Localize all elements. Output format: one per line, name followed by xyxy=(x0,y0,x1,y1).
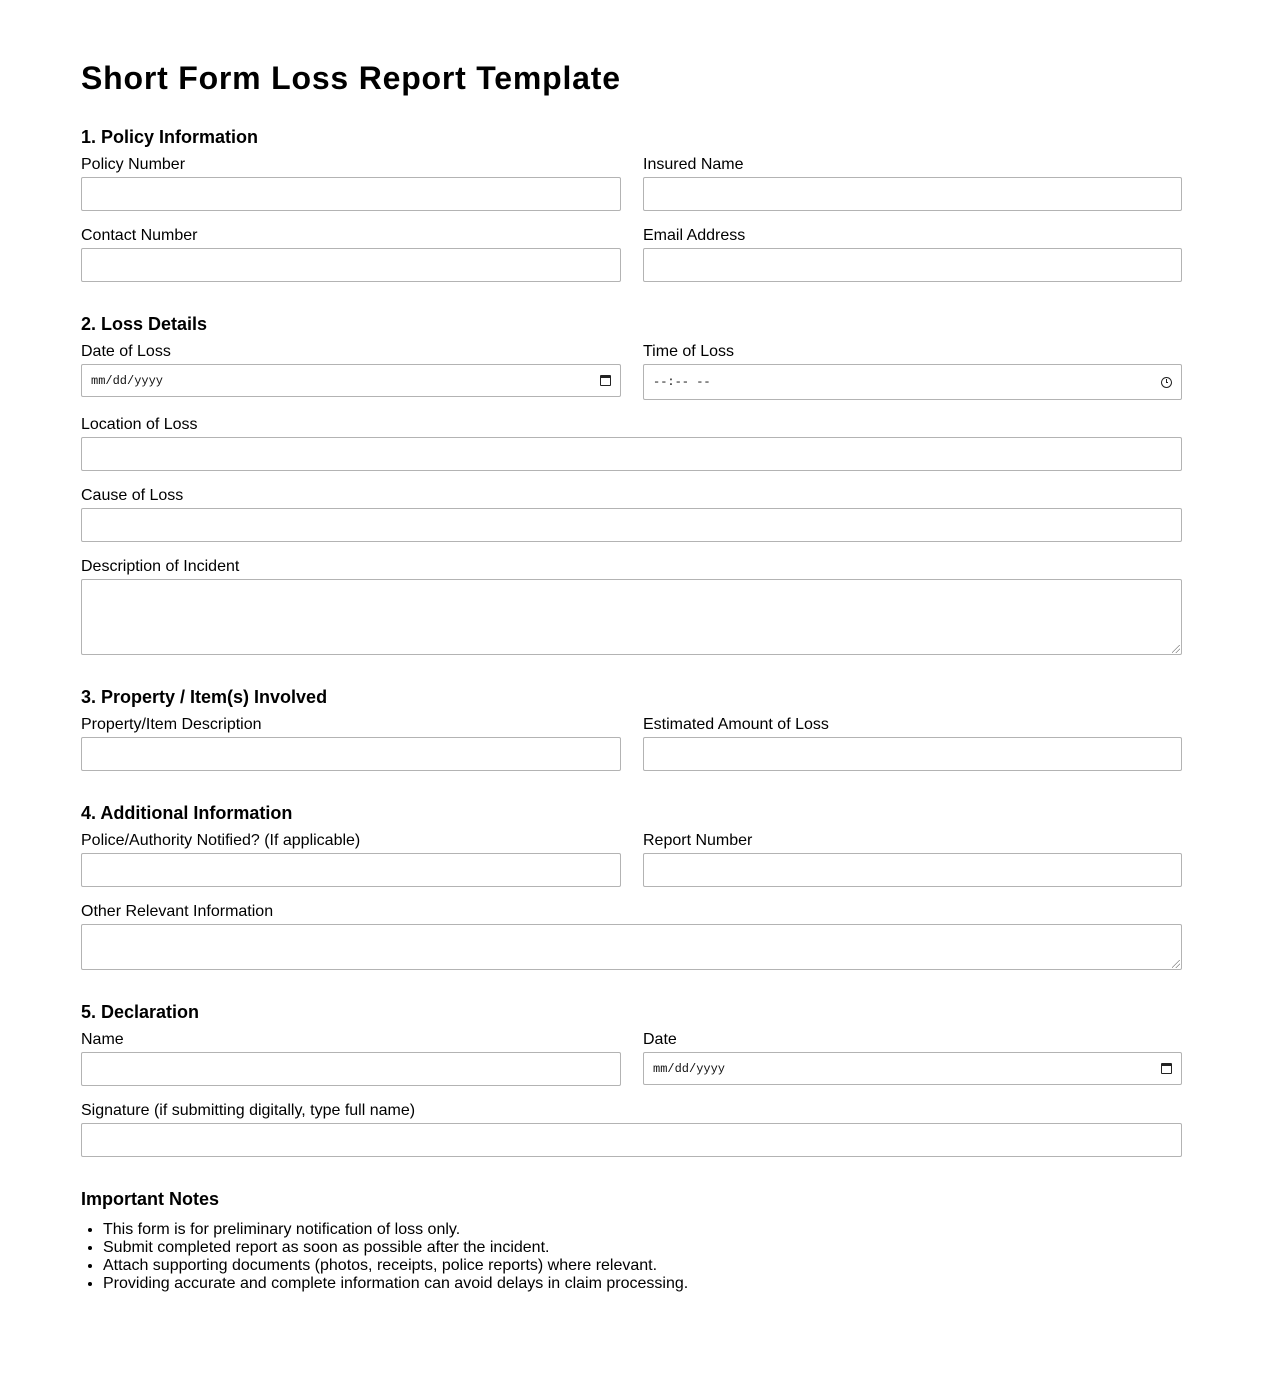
date-of-loss-label: Date of Loss xyxy=(81,343,171,360)
description-of-incident-wrapper xyxy=(81,579,1182,655)
location-of-loss-input[interactable] xyxy=(81,437,1182,471)
section-title-property: 3. Property / Item(s) Involved xyxy=(81,687,328,707)
contact-number-label: Contact Number xyxy=(81,227,198,244)
location-of-loss-label: Location of Loss xyxy=(81,416,198,433)
signature-label: Signature (if submitting digitally, type full name) xyxy=(81,1102,416,1119)
notes-title: Important Notes xyxy=(81,1189,220,1209)
email-address-input[interactable] xyxy=(643,248,1182,282)
calendar-icon[interactable] xyxy=(600,375,611,386)
time-of-loss-label: Time of Loss xyxy=(643,343,734,360)
description-of-incident-label: Description of Incident xyxy=(81,558,240,575)
estimated-amount-label: Estimated Amount of Loss xyxy=(643,716,829,733)
police-notified-label: Police/Authority Notified? (If applicable) xyxy=(81,832,361,849)
signature-input[interactable] xyxy=(81,1123,1182,1157)
report-number-label: Report Number xyxy=(643,832,753,849)
list-item: • Attach supporting documents (photos, receipts, police reports) where relevant. xyxy=(103,1257,688,1275)
section-title-declaration: 5. Declaration xyxy=(81,1002,200,1022)
notes-list xyxy=(81,1221,688,1293)
declaration-name-label: Name xyxy=(81,1031,124,1048)
police-notified-input[interactable] xyxy=(81,853,621,887)
contact-number-input[interactable] xyxy=(81,248,621,282)
other-info-wrapper xyxy=(81,924,1182,970)
declaration-date-placeholder: mm/dd/yyyy xyxy=(653,1061,726,1076)
date-of-loss-placeholder: mm/dd/yyyy xyxy=(91,373,164,388)
declaration-date-label: Date xyxy=(643,1031,677,1048)
cause-of-loss-label: Cause of Loss xyxy=(81,487,184,504)
policy-number-label: Policy Number xyxy=(81,156,186,173)
cause-of-loss-input[interactable] xyxy=(81,508,1182,542)
policy-number-input[interactable] xyxy=(81,177,621,211)
section-title-policy: 1. Policy Information xyxy=(81,127,259,147)
time-of-loss-input[interactable] xyxy=(643,364,1182,400)
other-info-textarea[interactable] xyxy=(81,924,1182,970)
property-item-description-label: Property/Item Description xyxy=(81,716,262,733)
declaration-date-input[interactable] xyxy=(643,1052,1182,1085)
email-address-label: Email Address xyxy=(643,227,746,244)
time-of-loss-placeholder: --:-- -- xyxy=(653,375,711,389)
calendar-icon[interactable] xyxy=(1161,1063,1172,1074)
clock-icon[interactable] xyxy=(1161,377,1172,388)
other-info-label: Other Relevant Information xyxy=(81,903,274,920)
estimated-amount-input[interactable] xyxy=(643,737,1182,771)
report-number-input[interactable] xyxy=(643,853,1182,887)
declaration-name-input[interactable] xyxy=(81,1052,621,1086)
page-title: Short Form Loss Report Template xyxy=(81,60,621,96)
insured-name-input[interactable] xyxy=(643,177,1182,211)
section-title-loss: 2. Loss Details xyxy=(81,314,208,334)
section-title-additional: 4. Additional Information xyxy=(81,803,293,823)
list-item: • This form is for preliminary notification of loss only. xyxy=(103,1221,688,1239)
description-of-incident-textarea[interactable] xyxy=(81,579,1182,655)
insured-name-label: Insured Name xyxy=(643,156,744,173)
list-item: • Providing accurate and complete information can avoid delays in claim processing. xyxy=(103,1275,688,1293)
list-item: • Submit completed report as soon as possible after the incident. xyxy=(103,1239,688,1257)
property-item-description-input[interactable] xyxy=(81,737,621,771)
date-of-loss-input[interactable] xyxy=(81,364,621,397)
